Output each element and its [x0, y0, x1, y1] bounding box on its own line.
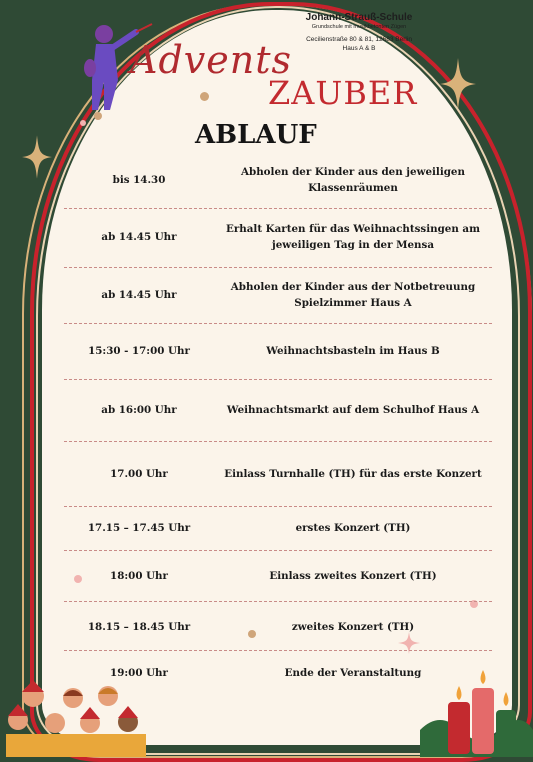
row-divider [64, 379, 492, 380]
school-address-line: Cecilienstraße 80 & 81, 12683 Berlin [306, 36, 412, 43]
school-address [279, 35, 439, 53]
row-divider [64, 267, 492, 268]
schedule-description: erstes Konzert (TH) [295, 522, 411, 534]
schedule-description: Weihnachtsmarkt auf dem Schulhof Haus A [226, 404, 480, 416]
schedule-row [64, 279, 492, 311]
schedule-time: ab 16:00 Uhr [101, 404, 177, 416]
schedule-description: Ende der Veranstaltung [284, 667, 422, 679]
page-title: ABLAUF [195, 120, 317, 150]
row-divider [64, 323, 492, 324]
schedule-time: 18.15 – 18.45 Uhr [87, 621, 191, 633]
singing-children-illustration [0, 678, 150, 757]
row-divider [64, 550, 492, 551]
schedule-description: Abholen der Kinder aus den jeweiligen Klassenräumen [241, 166, 465, 194]
gold-star-icon [440, 58, 476, 110]
pink-dot [80, 120, 86, 126]
schedule-row [64, 657, 492, 689]
schedule-description: Weihnachtsbasteln im Haus B [266, 345, 440, 357]
schedule-time: ab 14.45 Uhr [101, 289, 177, 301]
schedule-time: ab 14.45 Uhr [101, 231, 177, 243]
school-header [279, 12, 439, 53]
schedule-row [64, 221, 492, 253]
schedule-description: Erhalt Karten für das Weihnachtssingen am jeweiligen Tag in der Mensa [225, 223, 480, 251]
schedule-description: zweites Konzert (TH) [291, 621, 415, 633]
schedule-time: 17.00 Uhr [110, 468, 168, 480]
gold-dot [200, 92, 209, 101]
schedule-description: Abholen der Kinder aus der Notbetreuung Spielzimmer Haus A [230, 281, 476, 309]
schedule-row [64, 394, 492, 426]
schedule-description: Einlass Turnhalle (TH) für das erste Konzert [224, 468, 482, 480]
schedule-row [64, 164, 492, 196]
schedule-row [64, 611, 492, 643]
schedule-row [64, 560, 492, 592]
row-divider [64, 441, 492, 442]
schedule-time: 19:00 Uhr [110, 667, 168, 679]
schedule-row [64, 335, 492, 367]
schedule-time: 17.15 – 17.45 Uhr [87, 522, 191, 534]
red-frame-ring [30, 2, 532, 762]
schedule-time: 15:30 - 17:00 Uhr [88, 345, 190, 357]
row-divider [64, 650, 492, 651]
row-divider [64, 506, 492, 507]
schedule-row [64, 512, 492, 544]
schedule-time: 18:00 Uhr [110, 570, 168, 582]
title-script: Advents [130, 38, 292, 82]
row-divider [64, 208, 492, 209]
schedule-time: bis 14.30 [112, 174, 166, 186]
school-address-line: Haus A & B [342, 45, 376, 52]
row-divider [64, 601, 492, 602]
title-big: ZAUBER [268, 74, 418, 112]
schedule-description: Einlass zweites Konzert (TH) [269, 570, 437, 582]
gold-dot [94, 112, 102, 120]
school-name: Johann-Strauß-Schule [305, 12, 413, 23]
schedule-row [64, 458, 492, 490]
gold-star-icon [22, 135, 52, 179]
school-subtitle: Grundschule mit musikbetonten Zügen [311, 24, 407, 30]
